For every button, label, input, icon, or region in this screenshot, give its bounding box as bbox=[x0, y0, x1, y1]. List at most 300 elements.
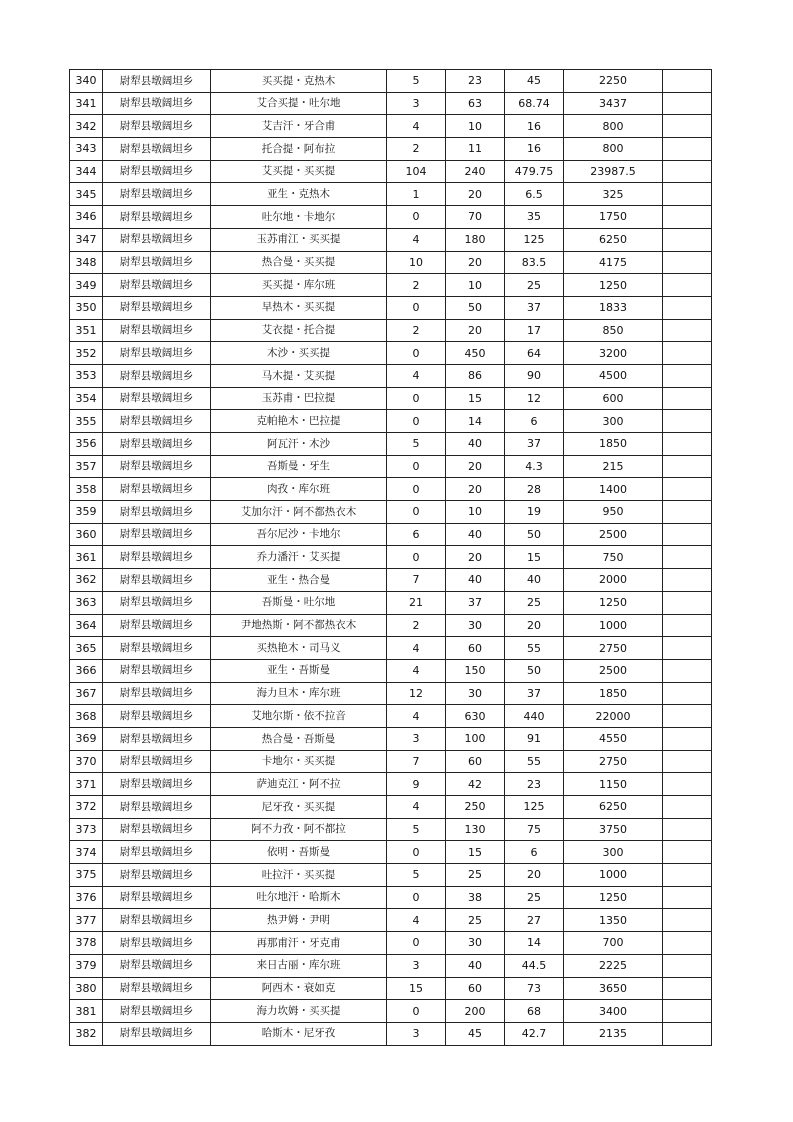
table-row bbox=[70, 841, 712, 864]
row-number-cell: 348 bbox=[70, 251, 103, 274]
name-cell: 吐尔地・卡地尔 bbox=[211, 206, 387, 229]
amount-cell: 50 bbox=[505, 523, 564, 546]
count-a-cell: 0 bbox=[387, 932, 446, 955]
count-b-cell: 40 bbox=[446, 954, 505, 977]
row-number-cell: 372 bbox=[70, 796, 103, 819]
table-row bbox=[70, 569, 712, 592]
township-cell: 尉犁县墩阔坦乡 bbox=[103, 342, 211, 365]
row-number-cell: 368 bbox=[70, 705, 103, 728]
table-row bbox=[70, 138, 712, 161]
remark-cell bbox=[663, 228, 712, 251]
township-cell: 尉犁县墩阔坦乡 bbox=[103, 433, 211, 456]
row-number-cell: 353 bbox=[70, 364, 103, 387]
township-cell: 尉犁县墩阔坦乡 bbox=[103, 977, 211, 1000]
count-b-cell: 45 bbox=[446, 1022, 505, 1045]
table-row bbox=[70, 296, 712, 319]
table-row bbox=[70, 750, 712, 773]
remark-cell bbox=[663, 705, 712, 728]
count-a-cell: 0 bbox=[387, 410, 446, 433]
total-cell: 325 bbox=[564, 183, 663, 206]
township-cell: 尉犁县墩阔坦乡 bbox=[103, 727, 211, 750]
remark-cell bbox=[663, 886, 712, 909]
name-cell: 海力坎姆・买买提 bbox=[211, 1000, 387, 1023]
table-row bbox=[70, 183, 712, 206]
row-number-cell: 365 bbox=[70, 637, 103, 660]
count-b-cell: 240 bbox=[446, 160, 505, 183]
count-a-cell: 3 bbox=[387, 727, 446, 750]
row-number-cell: 374 bbox=[70, 841, 103, 864]
name-cell: 亚生・热合曼 bbox=[211, 569, 387, 592]
table-row bbox=[70, 591, 712, 614]
row-number-cell: 371 bbox=[70, 773, 103, 796]
amount-cell: 90 bbox=[505, 364, 564, 387]
table-row bbox=[70, 478, 712, 501]
amount-cell: 12 bbox=[505, 387, 564, 410]
table-row bbox=[70, 342, 712, 365]
table-row bbox=[70, 932, 712, 955]
total-cell: 300 bbox=[564, 410, 663, 433]
remark-cell bbox=[663, 342, 712, 365]
count-a-cell: 0 bbox=[387, 478, 446, 501]
row-number-cell: 379 bbox=[70, 954, 103, 977]
count-b-cell: 25 bbox=[446, 909, 505, 932]
count-b-cell: 200 bbox=[446, 1000, 505, 1023]
remark-cell bbox=[663, 478, 712, 501]
row-number-cell: 354 bbox=[70, 387, 103, 410]
count-a-cell: 9 bbox=[387, 773, 446, 796]
total-cell: 1833 bbox=[564, 296, 663, 319]
total-cell: 1850 bbox=[564, 682, 663, 705]
row-number-cell: 376 bbox=[70, 886, 103, 909]
total-cell: 1000 bbox=[564, 614, 663, 637]
amount-cell: 17 bbox=[505, 319, 564, 342]
table-row bbox=[70, 92, 712, 115]
amount-cell: 91 bbox=[505, 727, 564, 750]
amount-cell: 83.5 bbox=[505, 251, 564, 274]
count-b-cell: 100 bbox=[446, 727, 505, 750]
remark-cell bbox=[663, 1022, 712, 1045]
name-cell: 买买提・库尔班 bbox=[211, 274, 387, 297]
count-b-cell: 42 bbox=[446, 773, 505, 796]
township-cell: 尉犁县墩阔坦乡 bbox=[103, 523, 211, 546]
row-number-cell: 345 bbox=[70, 183, 103, 206]
total-cell: 2225 bbox=[564, 954, 663, 977]
amount-cell: 16 bbox=[505, 138, 564, 161]
remark-cell bbox=[663, 569, 712, 592]
table-row bbox=[70, 796, 712, 819]
count-a-cell: 2 bbox=[387, 274, 446, 297]
count-b-cell: 20 bbox=[446, 319, 505, 342]
township-cell: 尉犁县墩阔坦乡 bbox=[103, 410, 211, 433]
township-cell: 尉犁县墩阔坦乡 bbox=[103, 206, 211, 229]
township-cell: 尉犁县墩阔坦乡 bbox=[103, 501, 211, 524]
total-cell: 2500 bbox=[564, 659, 663, 682]
remark-cell bbox=[663, 637, 712, 660]
total-cell: 600 bbox=[564, 387, 663, 410]
count-a-cell: 3 bbox=[387, 954, 446, 977]
row-number-cell: 366 bbox=[70, 659, 103, 682]
name-cell: 热尹姆・尹明 bbox=[211, 909, 387, 932]
amount-cell: 4.3 bbox=[505, 455, 564, 478]
township-cell: 尉犁县墩阔坦乡 bbox=[103, 796, 211, 819]
name-cell: 吐拉汗・买买提 bbox=[211, 864, 387, 887]
count-b-cell: 60 bbox=[446, 750, 505, 773]
remark-cell bbox=[663, 750, 712, 773]
township-cell: 尉犁县墩阔坦乡 bbox=[103, 637, 211, 660]
name-cell: 买买提・克热木 bbox=[211, 70, 387, 93]
row-number-cell: 361 bbox=[70, 546, 103, 569]
count-b-cell: 20 bbox=[446, 546, 505, 569]
name-cell: 尼牙孜・买买提 bbox=[211, 796, 387, 819]
count-b-cell: 15 bbox=[446, 841, 505, 864]
remark-cell bbox=[663, 1000, 712, 1023]
total-cell: 6250 bbox=[564, 228, 663, 251]
count-b-cell: 10 bbox=[446, 274, 505, 297]
count-a-cell: 6 bbox=[387, 523, 446, 546]
table-row bbox=[70, 773, 712, 796]
count-a-cell: 5 bbox=[387, 864, 446, 887]
count-b-cell: 14 bbox=[446, 410, 505, 433]
amount-cell: 55 bbox=[505, 637, 564, 660]
row-number-cell: 341 bbox=[70, 92, 103, 115]
total-cell: 1250 bbox=[564, 274, 663, 297]
table-row bbox=[70, 818, 712, 841]
row-number-cell: 380 bbox=[70, 977, 103, 1000]
table-row bbox=[70, 1022, 712, 1045]
remark-cell bbox=[663, 251, 712, 274]
total-cell: 800 bbox=[564, 115, 663, 138]
table-row bbox=[70, 682, 712, 705]
total-cell: 1250 bbox=[564, 886, 663, 909]
count-a-cell: 0 bbox=[387, 206, 446, 229]
row-number-cell: 370 bbox=[70, 750, 103, 773]
remark-cell bbox=[663, 455, 712, 478]
count-a-cell: 7 bbox=[387, 750, 446, 773]
township-cell: 尉犁县墩阔坦乡 bbox=[103, 160, 211, 183]
table-row bbox=[70, 115, 712, 138]
name-cell: 阿不力孜・阿不都拉 bbox=[211, 818, 387, 841]
table-row bbox=[70, 387, 712, 410]
count-a-cell: 0 bbox=[387, 296, 446, 319]
total-cell: 850 bbox=[564, 319, 663, 342]
remark-cell bbox=[663, 727, 712, 750]
name-cell: 吐尔地汗・哈斯木 bbox=[211, 886, 387, 909]
township-cell: 尉犁县墩阔坦乡 bbox=[103, 455, 211, 478]
remark-cell bbox=[663, 206, 712, 229]
count-a-cell: 21 bbox=[387, 591, 446, 614]
row-number-cell: 347 bbox=[70, 228, 103, 251]
township-cell: 尉犁县墩阔坦乡 bbox=[103, 773, 211, 796]
township-cell: 尉犁县墩阔坦乡 bbox=[103, 183, 211, 206]
total-cell: 750 bbox=[564, 546, 663, 569]
total-cell: 3437 bbox=[564, 92, 663, 115]
name-cell: 艾地尔斯・依不拉音 bbox=[211, 705, 387, 728]
township-cell: 尉犁县墩阔坦乡 bbox=[103, 614, 211, 637]
count-b-cell: 20 bbox=[446, 251, 505, 274]
count-a-cell: 104 bbox=[387, 160, 446, 183]
amount-cell: 23 bbox=[505, 773, 564, 796]
total-cell: 4500 bbox=[564, 364, 663, 387]
total-cell: 4550 bbox=[564, 727, 663, 750]
total-cell: 1350 bbox=[564, 909, 663, 932]
count-b-cell: 23 bbox=[446, 70, 505, 93]
township-cell: 尉犁县墩阔坦乡 bbox=[103, 1022, 211, 1045]
remark-cell bbox=[663, 932, 712, 955]
count-a-cell: 0 bbox=[387, 387, 446, 410]
count-a-cell: 0 bbox=[387, 546, 446, 569]
count-a-cell: 10 bbox=[387, 251, 446, 274]
count-b-cell: 40 bbox=[446, 523, 505, 546]
count-b-cell: 37 bbox=[446, 591, 505, 614]
count-a-cell: 0 bbox=[387, 1000, 446, 1023]
table-row bbox=[70, 160, 712, 183]
row-number-cell: 359 bbox=[70, 501, 103, 524]
row-number-cell: 340 bbox=[70, 70, 103, 93]
total-cell: 1150 bbox=[564, 773, 663, 796]
count-a-cell: 4 bbox=[387, 228, 446, 251]
table-row bbox=[70, 274, 712, 297]
count-a-cell: 5 bbox=[387, 433, 446, 456]
township-cell: 尉犁县墩阔坦乡 bbox=[103, 546, 211, 569]
name-cell: 热合曼・买买提 bbox=[211, 251, 387, 274]
count-b-cell: 38 bbox=[446, 886, 505, 909]
row-number-cell: 342 bbox=[70, 115, 103, 138]
remark-cell bbox=[663, 92, 712, 115]
township-cell: 尉犁县墩阔坦乡 bbox=[103, 954, 211, 977]
township-cell: 尉犁县墩阔坦乡 bbox=[103, 841, 211, 864]
amount-cell: 64 bbox=[505, 342, 564, 365]
name-cell: 再那甫汗・牙克甫 bbox=[211, 932, 387, 955]
name-cell: 卡地尔・买买提 bbox=[211, 750, 387, 773]
count-b-cell: 10 bbox=[446, 501, 505, 524]
count-a-cell: 5 bbox=[387, 70, 446, 93]
remark-cell bbox=[663, 796, 712, 819]
count-b-cell: 250 bbox=[446, 796, 505, 819]
total-cell: 2000 bbox=[564, 569, 663, 592]
table-row bbox=[70, 954, 712, 977]
township-cell: 尉犁县墩阔坦乡 bbox=[103, 478, 211, 501]
count-b-cell: 20 bbox=[446, 183, 505, 206]
count-b-cell: 20 bbox=[446, 478, 505, 501]
row-number-cell: 381 bbox=[70, 1000, 103, 1023]
table-row bbox=[70, 251, 712, 274]
amount-cell: 19 bbox=[505, 501, 564, 524]
name-cell: 艾吉汗・牙合甫 bbox=[211, 115, 387, 138]
count-a-cell: 0 bbox=[387, 342, 446, 365]
count-a-cell: 12 bbox=[387, 682, 446, 705]
table-row bbox=[70, 977, 712, 1000]
count-a-cell: 3 bbox=[387, 1022, 446, 1045]
amount-cell: 14 bbox=[505, 932, 564, 955]
remark-cell bbox=[663, 138, 712, 161]
township-cell: 尉犁县墩阔坦乡 bbox=[103, 138, 211, 161]
row-number-cell: 367 bbox=[70, 682, 103, 705]
remark-cell bbox=[663, 70, 712, 93]
table-row bbox=[70, 319, 712, 342]
township-cell: 尉犁县墩阔坦乡 bbox=[103, 387, 211, 410]
row-number-cell: 375 bbox=[70, 864, 103, 887]
total-cell: 1250 bbox=[564, 591, 663, 614]
count-a-cell: 0 bbox=[387, 886, 446, 909]
township-cell: 尉犁县墩阔坦乡 bbox=[103, 750, 211, 773]
name-cell: 吾斯曼・吐尔地 bbox=[211, 591, 387, 614]
amount-cell: 55 bbox=[505, 750, 564, 773]
table-row bbox=[70, 886, 712, 909]
row-number-cell: 352 bbox=[70, 342, 103, 365]
total-cell: 2750 bbox=[564, 750, 663, 773]
total-cell: 3200 bbox=[564, 342, 663, 365]
name-cell: 马木提・艾买提 bbox=[211, 364, 387, 387]
total-cell: 1750 bbox=[564, 206, 663, 229]
count-b-cell: 630 bbox=[446, 705, 505, 728]
remark-cell bbox=[663, 954, 712, 977]
table-row bbox=[70, 455, 712, 478]
amount-cell: 40 bbox=[505, 569, 564, 592]
count-a-cell: 4 bbox=[387, 909, 446, 932]
row-number-cell: 362 bbox=[70, 569, 103, 592]
name-cell: 热合曼・吾斯曼 bbox=[211, 727, 387, 750]
name-cell: 买热艳木・司马义 bbox=[211, 637, 387, 660]
remark-cell bbox=[663, 523, 712, 546]
count-b-cell: 70 bbox=[446, 206, 505, 229]
township-cell: 尉犁县墩阔坦乡 bbox=[103, 705, 211, 728]
total-cell: 1000 bbox=[564, 864, 663, 887]
township-cell: 尉犁县墩阔坦乡 bbox=[103, 682, 211, 705]
name-cell: 阿西木・衰如克 bbox=[211, 977, 387, 1000]
total-cell: 22000 bbox=[564, 705, 663, 728]
amount-cell: 125 bbox=[505, 228, 564, 251]
count-a-cell: 4 bbox=[387, 705, 446, 728]
row-number-cell: 343 bbox=[70, 138, 103, 161]
count-a-cell: 2 bbox=[387, 138, 446, 161]
name-cell: 海力旦木・库尔班 bbox=[211, 682, 387, 705]
amount-cell: 73 bbox=[505, 977, 564, 1000]
name-cell: 克帕艳木・巴拉提 bbox=[211, 410, 387, 433]
remark-cell bbox=[663, 614, 712, 637]
remark-cell bbox=[663, 501, 712, 524]
count-a-cell: 15 bbox=[387, 977, 446, 1000]
count-a-cell: 4 bbox=[387, 659, 446, 682]
name-cell: 吾尔尼沙・卡地尔 bbox=[211, 523, 387, 546]
remark-cell bbox=[663, 818, 712, 841]
row-number-cell: 382 bbox=[70, 1022, 103, 1045]
count-b-cell: 60 bbox=[446, 637, 505, 660]
count-b-cell: 60 bbox=[446, 977, 505, 1000]
table-row bbox=[70, 614, 712, 637]
total-cell: 2135 bbox=[564, 1022, 663, 1045]
amount-cell: 37 bbox=[505, 682, 564, 705]
amount-cell: 37 bbox=[505, 433, 564, 456]
count-a-cell: 3 bbox=[387, 92, 446, 115]
name-cell: 早热木・买买提 bbox=[211, 296, 387, 319]
table-row bbox=[70, 1000, 712, 1023]
total-cell: 4175 bbox=[564, 251, 663, 274]
name-cell: 艾买提・买买提 bbox=[211, 160, 387, 183]
count-b-cell: 10 bbox=[446, 115, 505, 138]
remark-cell bbox=[663, 319, 712, 342]
remark-cell bbox=[663, 364, 712, 387]
table-row bbox=[70, 364, 712, 387]
row-number-cell: 346 bbox=[70, 206, 103, 229]
township-cell: 尉犁县墩阔坦乡 bbox=[103, 569, 211, 592]
count-a-cell: 2 bbox=[387, 614, 446, 637]
row-number-cell: 364 bbox=[70, 614, 103, 637]
remark-cell bbox=[663, 410, 712, 433]
amount-cell: 6 bbox=[505, 410, 564, 433]
name-cell: 依明・吾斯曼 bbox=[211, 841, 387, 864]
amount-cell: 50 bbox=[505, 659, 564, 682]
total-cell: 3400 bbox=[564, 1000, 663, 1023]
row-number-cell: 350 bbox=[70, 296, 103, 319]
count-a-cell: 0 bbox=[387, 501, 446, 524]
remark-cell bbox=[663, 274, 712, 297]
total-cell: 215 bbox=[564, 455, 663, 478]
township-cell: 尉犁县墩阔坦乡 bbox=[103, 818, 211, 841]
remark-cell bbox=[663, 296, 712, 319]
amount-cell: 440 bbox=[505, 705, 564, 728]
amount-cell: 44.5 bbox=[505, 954, 564, 977]
township-cell: 尉犁县墩阔坦乡 bbox=[103, 296, 211, 319]
township-cell: 尉犁县墩阔坦乡 bbox=[103, 319, 211, 342]
remark-cell bbox=[663, 433, 712, 456]
row-number-cell: 358 bbox=[70, 478, 103, 501]
row-number-cell: 377 bbox=[70, 909, 103, 932]
amount-cell: 35 bbox=[505, 206, 564, 229]
total-cell: 3750 bbox=[564, 818, 663, 841]
row-number-cell: 360 bbox=[70, 523, 103, 546]
name-cell: 乔力潘汗・艾买提 bbox=[211, 546, 387, 569]
name-cell: 艾合买提・吐尔地 bbox=[211, 92, 387, 115]
amount-cell: 45 bbox=[505, 70, 564, 93]
count-b-cell: 150 bbox=[446, 659, 505, 682]
table-row bbox=[70, 864, 712, 887]
name-cell: 阿瓦汗・木沙 bbox=[211, 433, 387, 456]
count-a-cell: 7 bbox=[387, 569, 446, 592]
name-cell: 亚生・吾斯曼 bbox=[211, 659, 387, 682]
name-cell: 亚生・克热木 bbox=[211, 183, 387, 206]
remark-cell bbox=[663, 841, 712, 864]
table-row bbox=[70, 909, 712, 932]
remark-cell bbox=[663, 591, 712, 614]
total-cell: 2250 bbox=[564, 70, 663, 93]
amount-cell: 37 bbox=[505, 296, 564, 319]
amount-cell: 42.7 bbox=[505, 1022, 564, 1045]
count-b-cell: 180 bbox=[446, 228, 505, 251]
township-cell: 尉犁县墩阔坦乡 bbox=[103, 659, 211, 682]
township-cell: 尉犁县墩阔坦乡 bbox=[103, 115, 211, 138]
count-b-cell: 50 bbox=[446, 296, 505, 319]
amount-cell: 68 bbox=[505, 1000, 564, 1023]
township-cell: 尉犁县墩阔坦乡 bbox=[103, 864, 211, 887]
total-cell: 2500 bbox=[564, 523, 663, 546]
table-row bbox=[70, 659, 712, 682]
count-b-cell: 20 bbox=[446, 455, 505, 478]
count-a-cell: 0 bbox=[387, 841, 446, 864]
row-number-cell: 349 bbox=[70, 274, 103, 297]
row-number-cell: 356 bbox=[70, 433, 103, 456]
count-b-cell: 30 bbox=[446, 614, 505, 637]
remark-cell bbox=[663, 909, 712, 932]
name-cell: 艾衣提・托合提 bbox=[211, 319, 387, 342]
row-number-cell: 357 bbox=[70, 455, 103, 478]
remark-cell bbox=[663, 773, 712, 796]
amount-cell: 75 bbox=[505, 818, 564, 841]
amount-cell: 27 bbox=[505, 909, 564, 932]
township-cell: 尉犁县墩阔坦乡 bbox=[103, 274, 211, 297]
total-cell: 300 bbox=[564, 841, 663, 864]
remark-cell bbox=[663, 546, 712, 569]
township-cell: 尉犁县墩阔坦乡 bbox=[103, 932, 211, 955]
